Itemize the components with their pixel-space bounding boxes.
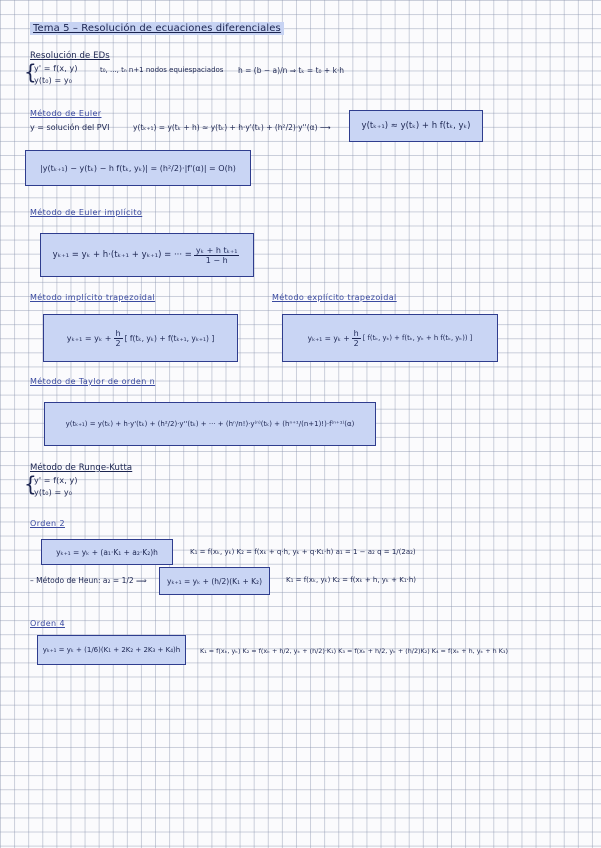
taylor-formula: y(tₖ₊₁) = y(tₖ) + h·y'(tₖ) + (h²/2)·y''(tₖ) + ··· + (hⁿ/n!)·y⁽ⁿ⁾(tₖ) + (hⁿ⁺¹/(n+1)!)·f⁽ⁿ⁺¹⁾(α) [65,420,355,428]
section-heading-euler: Método de Euler [30,109,102,118]
trap-expl-frac-den: 2 [353,338,359,348]
pvi-eq2: y(t₀) = y₀ [34,76,73,85]
euler-taylor-expansion: y(tₖ₊₁) = y(tₖ + h) ≈ y(tₖ) + h·y'(tₖ) + (h²/2)·y''(α) ⟶ [133,123,331,132]
euler-error-box [25,150,251,186]
orden4-formula: yₖ₊₁ = yₖ + (1/6)(K₁ + 2K₂ + 2K₃ + K₄)h [42,646,181,654]
trap-impl-lhs: yₖ₊₁ = yₖ + [66,333,112,343]
trap-expl-fraction [352,329,361,348]
section-heading-orden-2: Orden 2 [30,519,65,528]
section-heading-resolucion: Resolución de EDs [30,51,110,61]
left-brace-icon: { [24,472,37,496]
orden2-formula: yₖ₊₁ = yₖ + (a₁·K₁ + a₂·K₂)h [56,547,158,557]
orden2-box [41,539,173,565]
euler-error-formula: |y(tₖ₊₁) − y(tₖ) − h f(tₖ, yₖ)| = (h²/2)·|f'(α)| = O(h) [40,163,236,173]
trap-expl-rhs: [ f(tₖ, yₖ) + f(tₖ, yₖ + h f(tₖ, yₖ)) ] [362,334,473,342]
trapezoidal-explicit-box [282,314,498,362]
pvi-system [24,60,78,85]
section-heading-trapezoidal-explicito: Método explícito trapezoidal [272,293,397,302]
trap-impl-frac-den: 2 [115,338,121,348]
page-title: Tema 5 – Resolución de ecuaciones diferenciales [30,22,284,35]
nodes-text: t₀, ..., tₙ n+1 nodos equiespaciados [100,66,224,74]
heun-k-definitions: K₁ = f(xₖ, yₖ) K₂ = f(xₖ + h, yₖ + K₁·h) [286,576,417,584]
left-brace-icon: { [24,60,37,84]
section-heading-taylor: Método de Taylor de orden n [30,377,156,386]
trap-impl-fraction [114,329,123,348]
heun-formula: yₖ₊₁ = yₖ + (h/2)(K₁ + K₂) [167,576,262,586]
orden4-k-definitions: K₁ = f(xₖ, yₖ) K₂ = f(xₖ + h/2, yₖ + (h/2)·K₁) K₃ = f(xₖ + h/2, yₖ + (h/2)K₂) K₄ = f(xₖ + h, yₖ + h K₃) [200,647,508,655]
section-heading-euler-implicito: Método de Euler implícito [30,208,143,217]
heun-box [159,567,270,595]
euler-implicit-box [40,233,254,277]
euler-implicit-numerator: yₖ + h tₖ₊₁ [195,245,238,255]
trap-expl-frac-num: h [353,328,359,338]
section-heading-orden-4: Orden 4 [30,619,65,628]
rk-system [24,472,78,497]
euler-result-box [349,110,483,142]
rk-eq1: y' = f(x, y) [34,476,78,485]
euler-implicit-denominator: 1 − h [205,255,228,265]
euler-implicit-fraction [194,246,240,265]
orden4-box [37,635,186,665]
trap-impl-rhs: [ f(tₖ, yₖ) + f(tₖ₊₁, yₖ₊₁) ] [124,333,215,343]
euler-result-formula: y(tₖ₊₁) ≈ y(tₖ) + h f(tₖ, yₖ) [361,121,471,131]
section-heading-trapezoidal-implicito: Método implícito trapezoidal [30,293,156,302]
trapezoidal-implicit-box [43,314,238,362]
euler-implicit-lhs: yₖ₊₁ = yₖ + h·(tₖ₊₁ + yₖ₊₁) = ··· = [52,250,192,260]
trap-expl-lhs: yₖ₊₁ = yₖ + [307,333,350,343]
taylor-box [44,402,376,446]
section-heading-runge-kutta: Método de Runge-Kutta [30,463,133,473]
step-text: h = (b − a)/n ⇒ tₖ = t₀ + k·h [238,66,345,75]
pvi-eq1: y' = f(x, y) [34,64,78,73]
trap-impl-frac-num: h [115,328,121,338]
rk-eq2: y(t₀) = y₀ [34,488,73,497]
euler-desc: y = solución del PVI [30,123,110,132]
heun-label: – Método de Heun: a₂ = 1/2 ⟹ [30,576,147,585]
orden2-k-definitions: K₁ = f(xₖ, yₖ) K₂ = f(xₖ + q·h, yₖ + q·K₁·h) a₁ = 1 − a₂ q = 1/(2a₂) [190,548,416,556]
